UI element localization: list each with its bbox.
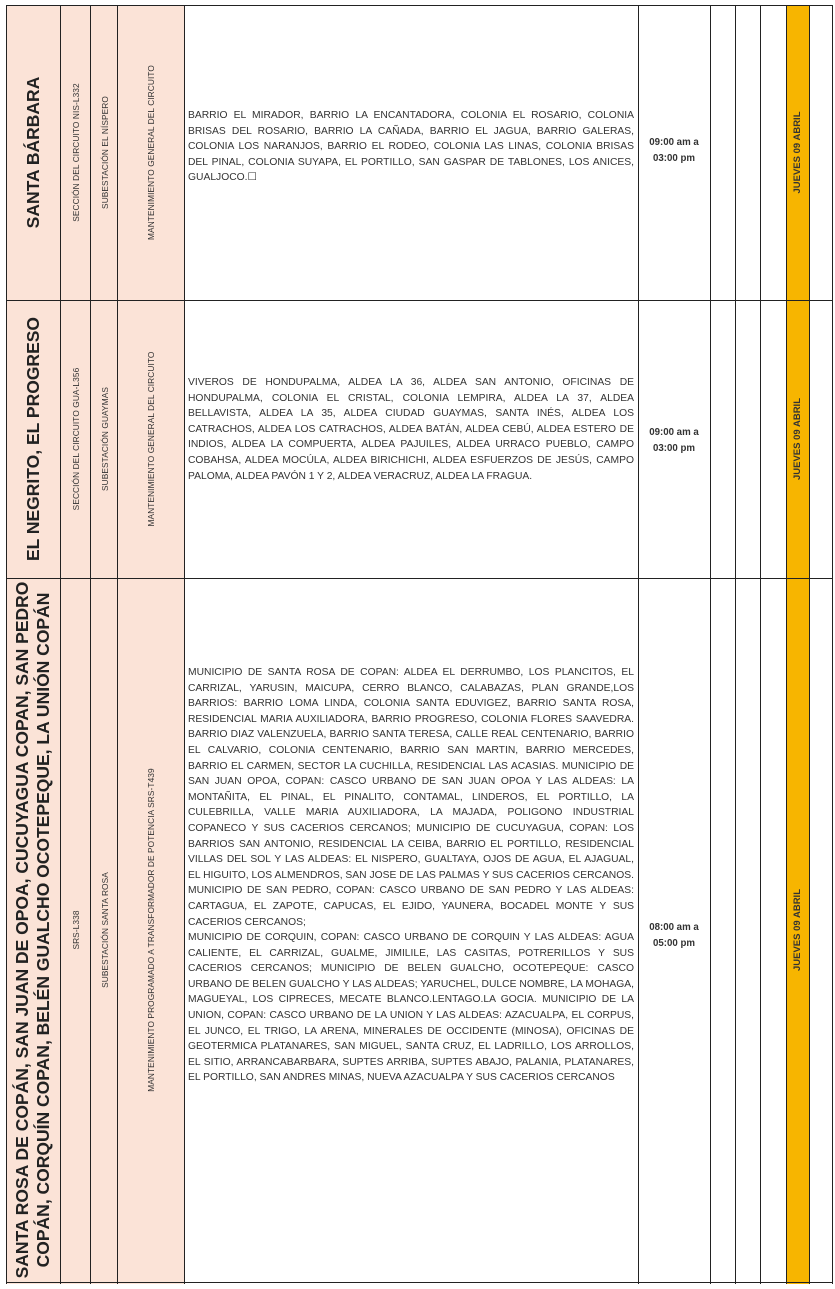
hora-fin: 03:00 pm [653, 153, 695, 164]
sectores-text: BARRIO EL MIRADOR, BARRIO LA ENCANTADORA, COLONIA EL ROSARIO, COLONIA BRISAS DEL ROSARIO, BARRIO LA CAÑADA, BARRIO EL JAGUA, BARRIO GALERAS, COLONIA LOS NARANJOS, BARRIO EL RODEO, COLONIA LAS LINAS, COLONIA BRISAS DEL PINAL, COLONIA SUYAPA, EL PORTILLO, SAN GASPAR DE TABLONES, LOS ANICES, GUALJOCO.☐ [188, 110, 634, 184]
circuito-label: SECCIÓN DEL CIRCUITO NIS-L332 [71, 83, 81, 222]
horario [640, 425, 708, 457]
schedule-table [6, 5, 832, 1284]
sectores-text: VIVEROS DE HONDUPALMA, ALDEA LA 36, ALDEA SAN ANTONIO, OFICINAS DE HONDUPALMA, COLONIA EL CRISTAL, COLONIA LEMPIRA, ALDEA LA 37, ALDEA BELLAVISTA, ALDEA LA 35, ALDEA CIUDAD GUAYMAS, SANTA INÉS, ALDEA LOS CATRACHOS, ALDEA LOS CATRACHOS, ALDEA BATÁN, ALDEA CEBÚ, ALDEA ESTERO DE INDIOS, ALDEA LA COMPUERTA, ALDEA PAJUILES, ALDEA URRACO PUEBLO, CAMPO COBAHSA, ALDEA MOCÚLA, ALDEA BIRICHICHI, ALDEA ESFUERZOS DE JESÚS, CAMPO PALOMA, ALDEA PAVÓN 1 Y 2, ALDEA VERACRUZ, ALDEA LA FRAGUA. [188, 377, 634, 482]
hora-inicio: 08:00 am a [649, 922, 699, 933]
trabajo-label: MANTENIMIENTO PROGRAMADO A TRANSFORMADOR DE POTENCIA SRS-T439 [145, 768, 156, 1092]
municipio-label: SANTA BÁRBARA [23, 76, 43, 229]
hora-inicio: 09:00 am a [649, 427, 699, 438]
circuito-label: SRS-L338 [71, 910, 81, 950]
hora-fin: 03:00 pm [653, 443, 695, 454]
municipio-label: EL NEGRITO, EL PROGRESO [23, 316, 43, 562]
hora-inicio: 09:00 am a [649, 137, 699, 148]
fecha-label: JUEVES 09 ABRIL [792, 889, 803, 972]
subestacion-label: SUBESTACIÓN GUAYMAS [99, 387, 110, 491]
municipio-label: SANTA ROSA DE COPÁN, SAN JUAN DE OPOA, CUCUYAGUA COPAN, SAN PEDRO COPÁN, CORQUÍN COPAN, BELÉN GUALCHO OCOTEPEQUE, LA UNIÓN COPÁN [12, 581, 53, 1279]
trabajo-label: MANTENIMIENTO GENERAL DEL CIRCUITO [145, 65, 156, 240]
subestacion-label: SUBESTACIÓN SANTA ROSA [99, 872, 110, 988]
trabajo-label: MANTENIMIENTO GENERAL DEL CIRCUITO [145, 351, 156, 527]
fecha-label: JUEVES 09 ABRIL [792, 111, 803, 194]
sectores-text: MUNICIPIO DE SANTA ROSA DE COPAN: ALDEA EL DERRUMBO, LOS PLANCITOS, EL CARRIZAL, YARUSIN, MAICUPA, CERRO BLANCO, CALABAZAS, PLAN GRANDE,LOS BARRIOS: BARRIO LOMA LINDA, COLONIA SANTA EDUVIGEZ, BARRIO SANTA ROSA, RESIDENCIAL MARIA AUXILIADORA, BARRIO PROGRESO, COLONIA FLORES SAAVEDRA. BARRIO DIAZ VALENZUELA, BARRIO SANTA TERESA, CALLE REAL CENTENARIO, BARRIO EL CALVARIO, COLONIA CENTENARIO, BARRIO SAN MARTIN, BARRIO MERCEDES, BARRIO EL CARMEN, SECTOR LA CUCHILLA, RESIDENCIAL LAS ACASIAS. MUNICIPIO DE SAN JUAN OPOA, COPAN: CASCO URBANO DE SAN JUAN OPOA Y LAS ALDEAS: LA MONTAÑITA, EL PINAL, EL PINALITO, CONTAMAL, LINDEROS, EL PORTILLO, LA CULEBRILLA, VALLE MARIA AUXILIADORA, LA MAJADA, POLIGONO INDUSTRIAL COPANECO Y SUS CACERIOS CERCANOS; MUNICIPIO DE CUCUYAGUA, COPAN: LOS BARRIOS SAN ANTONIO, RESIDENCIAL LA CEIBA, BARRIO EL PORTILLO, RESIDENCIAL VILLAS DEL SOL Y LAS ALDEAS: EL NISPERO, GUALTAYA, OJOS DE AGUA, EL AJAGUAL, EL HIGUITO, LOS ALMENDROS, SAN JOSE DE LAS PALMAS Y SUS CACERIOS CERCANOS. MUNICIPIO DE SAN PEDRO, COPAN: CASCO URBANO DE SAN PEDRO Y LAS ALDEAS: CARTAGUA, EL ZAPOTE, CAPUCAS, EL EJIDO, YAUNERA, BOCADEL MONTE Y SUS CACERIOS CERCANOS; MUNICIPIO DE CORQUIN, COPAN: CASCO URBANO DE CORQUIN Y LAS ALDEAS: AGUA CALIENTE, EL CARRIZAL, GUALME, JIMILILE, LAS CASITAS, POTRERILLOS Y SUS CACERIOS CERCANOS; MUNICIPIO DE BELEN GUALCHO, OCOTEPEQUE: CASCO URBANO DE BELEN GUALCHO Y LAS ALDEAS; YARUCHEL, DULCE NOMBRE, LA MOHAGA, MAGUEYAL, LOS CIPRECES, MECATE BLANCO.LENTAGO.LA GOCIA. MUNICIPIO DE LA UNION, COPAN: CASCO URBANO DE LA UNION Y LAS ALDEAS: AZACUALPA, EL CORPUS, EL JUNCO, EL TRIGO, LA ARENA, MINERALES DE OCCIDENTE (MINOSA), OFICINAS DE GEOTERMICA PLATANARES, SAN MIGUEL, SANTA CRUZ, EL LADRILLO, LOS ARROLLOS, EL SITIO, ARRANCABARBARA, SUPTES ARRIBA, SUPTES ABAJO, PALANIA, PLATANARES, EL PORTILLO, SAN ANDRES MINAS, NUEVA AZACUALPA Y SUS CACERIOS CERCANOS [188, 667, 634, 1084]
hora-fin: 05:00 pm [653, 938, 695, 949]
fecha-label: JUEVES 09 ABRIL [792, 398, 803, 481]
horario [640, 135, 708, 167]
horario [640, 920, 708, 952]
circuito-label: SECCIÓN DEL CIRCUITO GUA-L356 [71, 367, 81, 511]
subestacion-label: SUBESTACIÓN EL NÍSPERO [99, 96, 110, 209]
